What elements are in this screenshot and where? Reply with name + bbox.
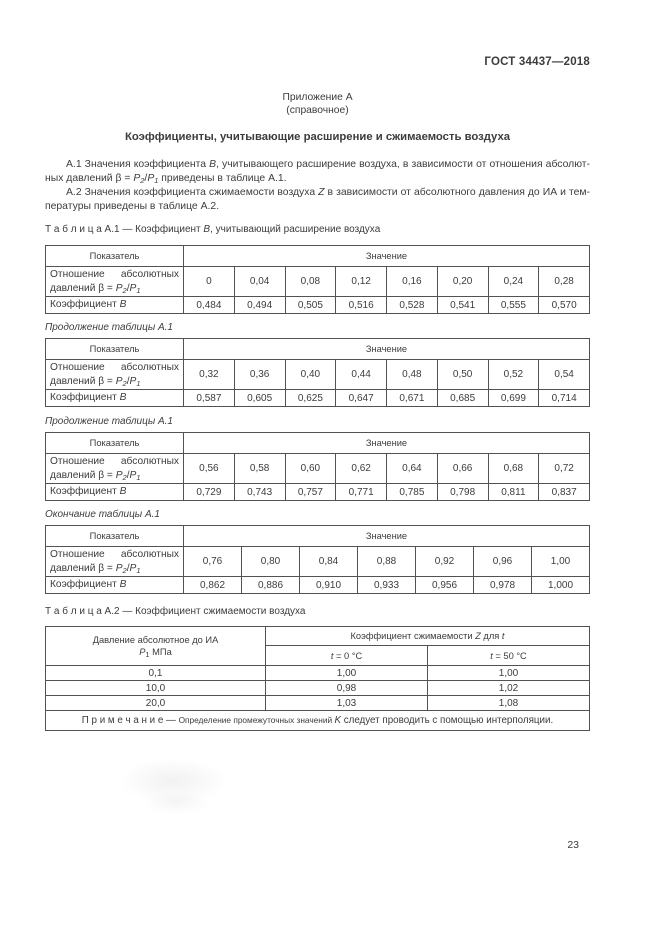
table-a1-part4 — [45, 525, 590, 594]
row-label-coefficient-b: Коэффициент B — [46, 484, 184, 501]
paragraph-a2 — [45, 186, 590, 214]
table-a2-data-row — [46, 696, 590, 711]
coeff-value: 0,494 — [234, 297, 285, 314]
annex-heading — [45, 91, 590, 117]
header-absolute-pressure — [46, 627, 266, 666]
beta-value: 0,76 — [184, 547, 242, 577]
paragraph-a2-line2: пературы приведены в таблице А.2. — [45, 201, 220, 212]
table-a1-ending-caption: Окончание таблицы А.1 — [45, 509, 160, 520]
beta-value: 0,56 — [184, 454, 235, 484]
row-label-pressure-ratio — [46, 454, 184, 484]
table-header-row — [46, 339, 590, 360]
coeff-value: 0,647 — [336, 390, 387, 407]
coeff-value: 0,729 — [184, 484, 235, 501]
coeff-value: 0,743 — [234, 484, 285, 501]
beta-value: 0,92 — [416, 547, 474, 577]
column-header-value: Значение — [184, 433, 590, 454]
table-header-row — [46, 526, 590, 547]
beta-value: 0,60 — [285, 454, 336, 484]
row-label-coefficient-b: Коэффициент B — [46, 577, 184, 594]
row-label-coefficient-b: Коэффициент B — [46, 390, 184, 407]
coeff-value: 0,933 — [358, 577, 416, 594]
paragraph-a2-line1: А.2 Значения коэффициента сжимаемости воздуха Z в зависимости от абсолютного давления до ИА и тем- — [66, 187, 590, 198]
coeff-value: 0,484 — [184, 297, 235, 314]
coeff-value: 0,699 — [488, 390, 539, 407]
column-header-indicator: Показатель — [46, 246, 184, 267]
table-a2-data-row — [46, 681, 590, 696]
beta-value: 0,50 — [437, 360, 488, 390]
row-label-line2: давлений $\beta = P_2/P_1$ — [50, 469, 141, 482]
beta-value: 0,88 — [358, 547, 416, 577]
scan-smudge — [118, 758, 228, 804]
scan-smudge — [142, 792, 212, 814]
z-value-t50: 1,00 — [428, 666, 590, 681]
coeff-value: 0,978 — [474, 577, 532, 594]
table-a2-note-row — [46, 711, 590, 731]
document-code-header: ГОСТ 34437—2018 — [484, 56, 590, 68]
pressure-header-line1: Давление абсолютное до ИА — [92, 635, 219, 645]
table-a2-header-row1 — [46, 627, 590, 646]
header-t-0: t = 0 °С — [266, 646, 428, 666]
z-value-t0: 1,00 — [266, 666, 428, 681]
column-header-value: Значение — [184, 339, 590, 360]
beta-value: 0 — [184, 267, 235, 297]
column-header-indicator: Показатель — [46, 526, 184, 547]
coeff-value: 0,837 — [539, 484, 590, 501]
table-header-row — [46, 246, 590, 267]
beta-value: 0,08 — [285, 267, 336, 297]
beta-value: 0,54 — [539, 360, 590, 390]
table-a1-part2 — [45, 338, 590, 407]
beta-value: 0,04 — [234, 267, 285, 297]
row-label-line1: Отношение абсолютных — [50, 549, 179, 560]
pressure-ratio-row — [46, 454, 590, 484]
beta-value: 0,96 — [474, 547, 532, 577]
beta-value: 0,24 — [488, 267, 539, 297]
coeff-value: 0,714 — [539, 390, 590, 407]
row-label-line1: Отношение абсолютных — [50, 269, 179, 280]
table-header-row — [46, 433, 590, 454]
z-value-t50: 1,02 — [428, 681, 590, 696]
beta-value: 0,66 — [437, 454, 488, 484]
table-a1-continuation-caption: Продолжение таблицы А.1 — [45, 322, 173, 333]
row-label-line2: давлений $\beta = P_2/P_1$ — [50, 375, 141, 388]
row-label-pressure-ratio — [46, 267, 184, 297]
coeff-value: 0,605 — [234, 390, 285, 407]
z-value-t0: 1,03 — [266, 696, 428, 711]
row-label-pressure-ratio — [46, 360, 184, 390]
beta-value: 0,20 — [437, 267, 488, 297]
beta-value: 0,32 — [184, 360, 235, 390]
beta-value: 0,84 — [300, 547, 358, 577]
annex-title: Приложение А — [282, 92, 353, 103]
coeff-value: 0,671 — [387, 390, 438, 407]
row-label-line1: Отношение абсолютных — [50, 362, 179, 373]
coeff-value: 0,570 — [539, 297, 590, 314]
coeff-value: 0,811 — [488, 484, 539, 501]
coeff-value: 0,910 — [300, 577, 358, 594]
pressure-header-line2: $P_1$ МПа — [139, 647, 172, 659]
coeff-value: 0,757 — [285, 484, 336, 501]
coeff-value: 0,685 — [437, 390, 488, 407]
beta-value: 0,44 — [336, 360, 387, 390]
z-value-t0: 0,98 — [266, 681, 428, 696]
coeff-value: 0,541 — [437, 297, 488, 314]
z-value-t50: 1,08 — [428, 696, 590, 711]
table-a2-data-row — [46, 666, 590, 681]
beta-value: 0,36 — [234, 360, 285, 390]
row-label-line2: давлений $\beta = P_2/P_1$ — [50, 282, 141, 295]
beta-value: 0,12 — [336, 267, 387, 297]
beta-value: 0,40 — [285, 360, 336, 390]
table-a2-caption: Т а б л и ц а А.2 — Коэффициент сжимаемости воздуха — [45, 606, 306, 617]
page-number: 23 — [567, 839, 579, 851]
coeff-value: 0,528 — [387, 297, 438, 314]
column-header-indicator: Показатель — [46, 433, 184, 454]
coeff-value: 0,798 — [437, 484, 488, 501]
annex-subtitle: (справочное) — [286, 105, 349, 116]
column-header-value: Значение — [184, 246, 590, 267]
row-label-pressure-ratio — [46, 547, 184, 577]
pressure-value: 20,0 — [46, 696, 266, 711]
table-note: П р и м е ч а н и е — Определение промежуточных значений K следует проводить с помощью интерполяции. — [46, 711, 590, 731]
beta-value: 0,64 — [387, 454, 438, 484]
beta-value: 0,80 — [242, 547, 300, 577]
beta-value: 0,72 — [539, 454, 590, 484]
coeff-value: 0,886 — [242, 577, 300, 594]
beta-value: 0,28 — [539, 267, 590, 297]
table-a1-caption: Т а б л и ц а А.1 — Коэффициент B, учитывающий расширение воздуха — [45, 224, 381, 235]
paragraph-a1-line1: А.1 Значения коэффициента B, учитывающего расширение воздуха, в зависимости от отношения абсолют- — [66, 159, 590, 170]
paragraph-a1 — [45, 158, 590, 186]
coeff-value: 0,625 — [285, 390, 336, 407]
coeff-value: 0,505 — [285, 297, 336, 314]
beta-value: 0,58 — [234, 454, 285, 484]
beta-value: 0,68 — [488, 454, 539, 484]
paragraph-a1-line2: ных давлений $\beta = P_2/P_1$ приведены в таблице А.1. — [45, 173, 287, 185]
table-a1-part1 — [45, 245, 590, 314]
coeff-value: 0,956 — [416, 577, 474, 594]
coefficient-row — [46, 390, 590, 407]
row-label-line1: Отношение абсолютных — [50, 456, 179, 467]
row-label-coefficient-b: Коэффициент B — [46, 297, 184, 314]
header-t-50: t = 50 °С — [428, 646, 590, 666]
coeff-value: 0,555 — [488, 297, 539, 314]
beta-value: 0,16 — [387, 267, 438, 297]
coefficient-row — [46, 484, 590, 501]
table-a1-part3 — [45, 432, 590, 501]
pressure-value: 0,1 — [46, 666, 266, 681]
coeff-value: 0,516 — [336, 297, 387, 314]
coeff-value: 0,785 — [387, 484, 438, 501]
coeff-value: 0,862 — [184, 577, 242, 594]
pressure-ratio-row — [46, 267, 590, 297]
pressure-ratio-row — [46, 547, 590, 577]
beta-value: 1,00 — [532, 547, 590, 577]
table-a1-continuation-caption: Продолжение таблицы А.1 — [45, 416, 173, 427]
coeff-value: 0,587 — [184, 390, 235, 407]
beta-value: 0,52 — [488, 360, 539, 390]
coefficient-row — [46, 297, 590, 314]
row-label-line2: давлений $\beta = P_2/P_1$ — [50, 562, 141, 575]
coefficient-row — [46, 577, 590, 594]
coeff-value: 1,000 — [532, 577, 590, 594]
beta-value: 0,62 — [336, 454, 387, 484]
page-title: Коэффициенты, учитывающие расширение и сжимаемость воздуха — [124, 131, 511, 143]
beta-value: 0,48 — [387, 360, 438, 390]
table-a2 — [45, 626, 590, 731]
coeff-value: 0,771 — [336, 484, 387, 501]
column-header-value: Значение — [184, 526, 590, 547]
pressure-ratio-row — [46, 360, 590, 390]
column-header-indicator: Показатель — [46, 339, 184, 360]
header-z-coefficient: Коэффициент сжимаемости Z для t — [266, 627, 590, 646]
pressure-value: 10,0 — [46, 681, 266, 696]
